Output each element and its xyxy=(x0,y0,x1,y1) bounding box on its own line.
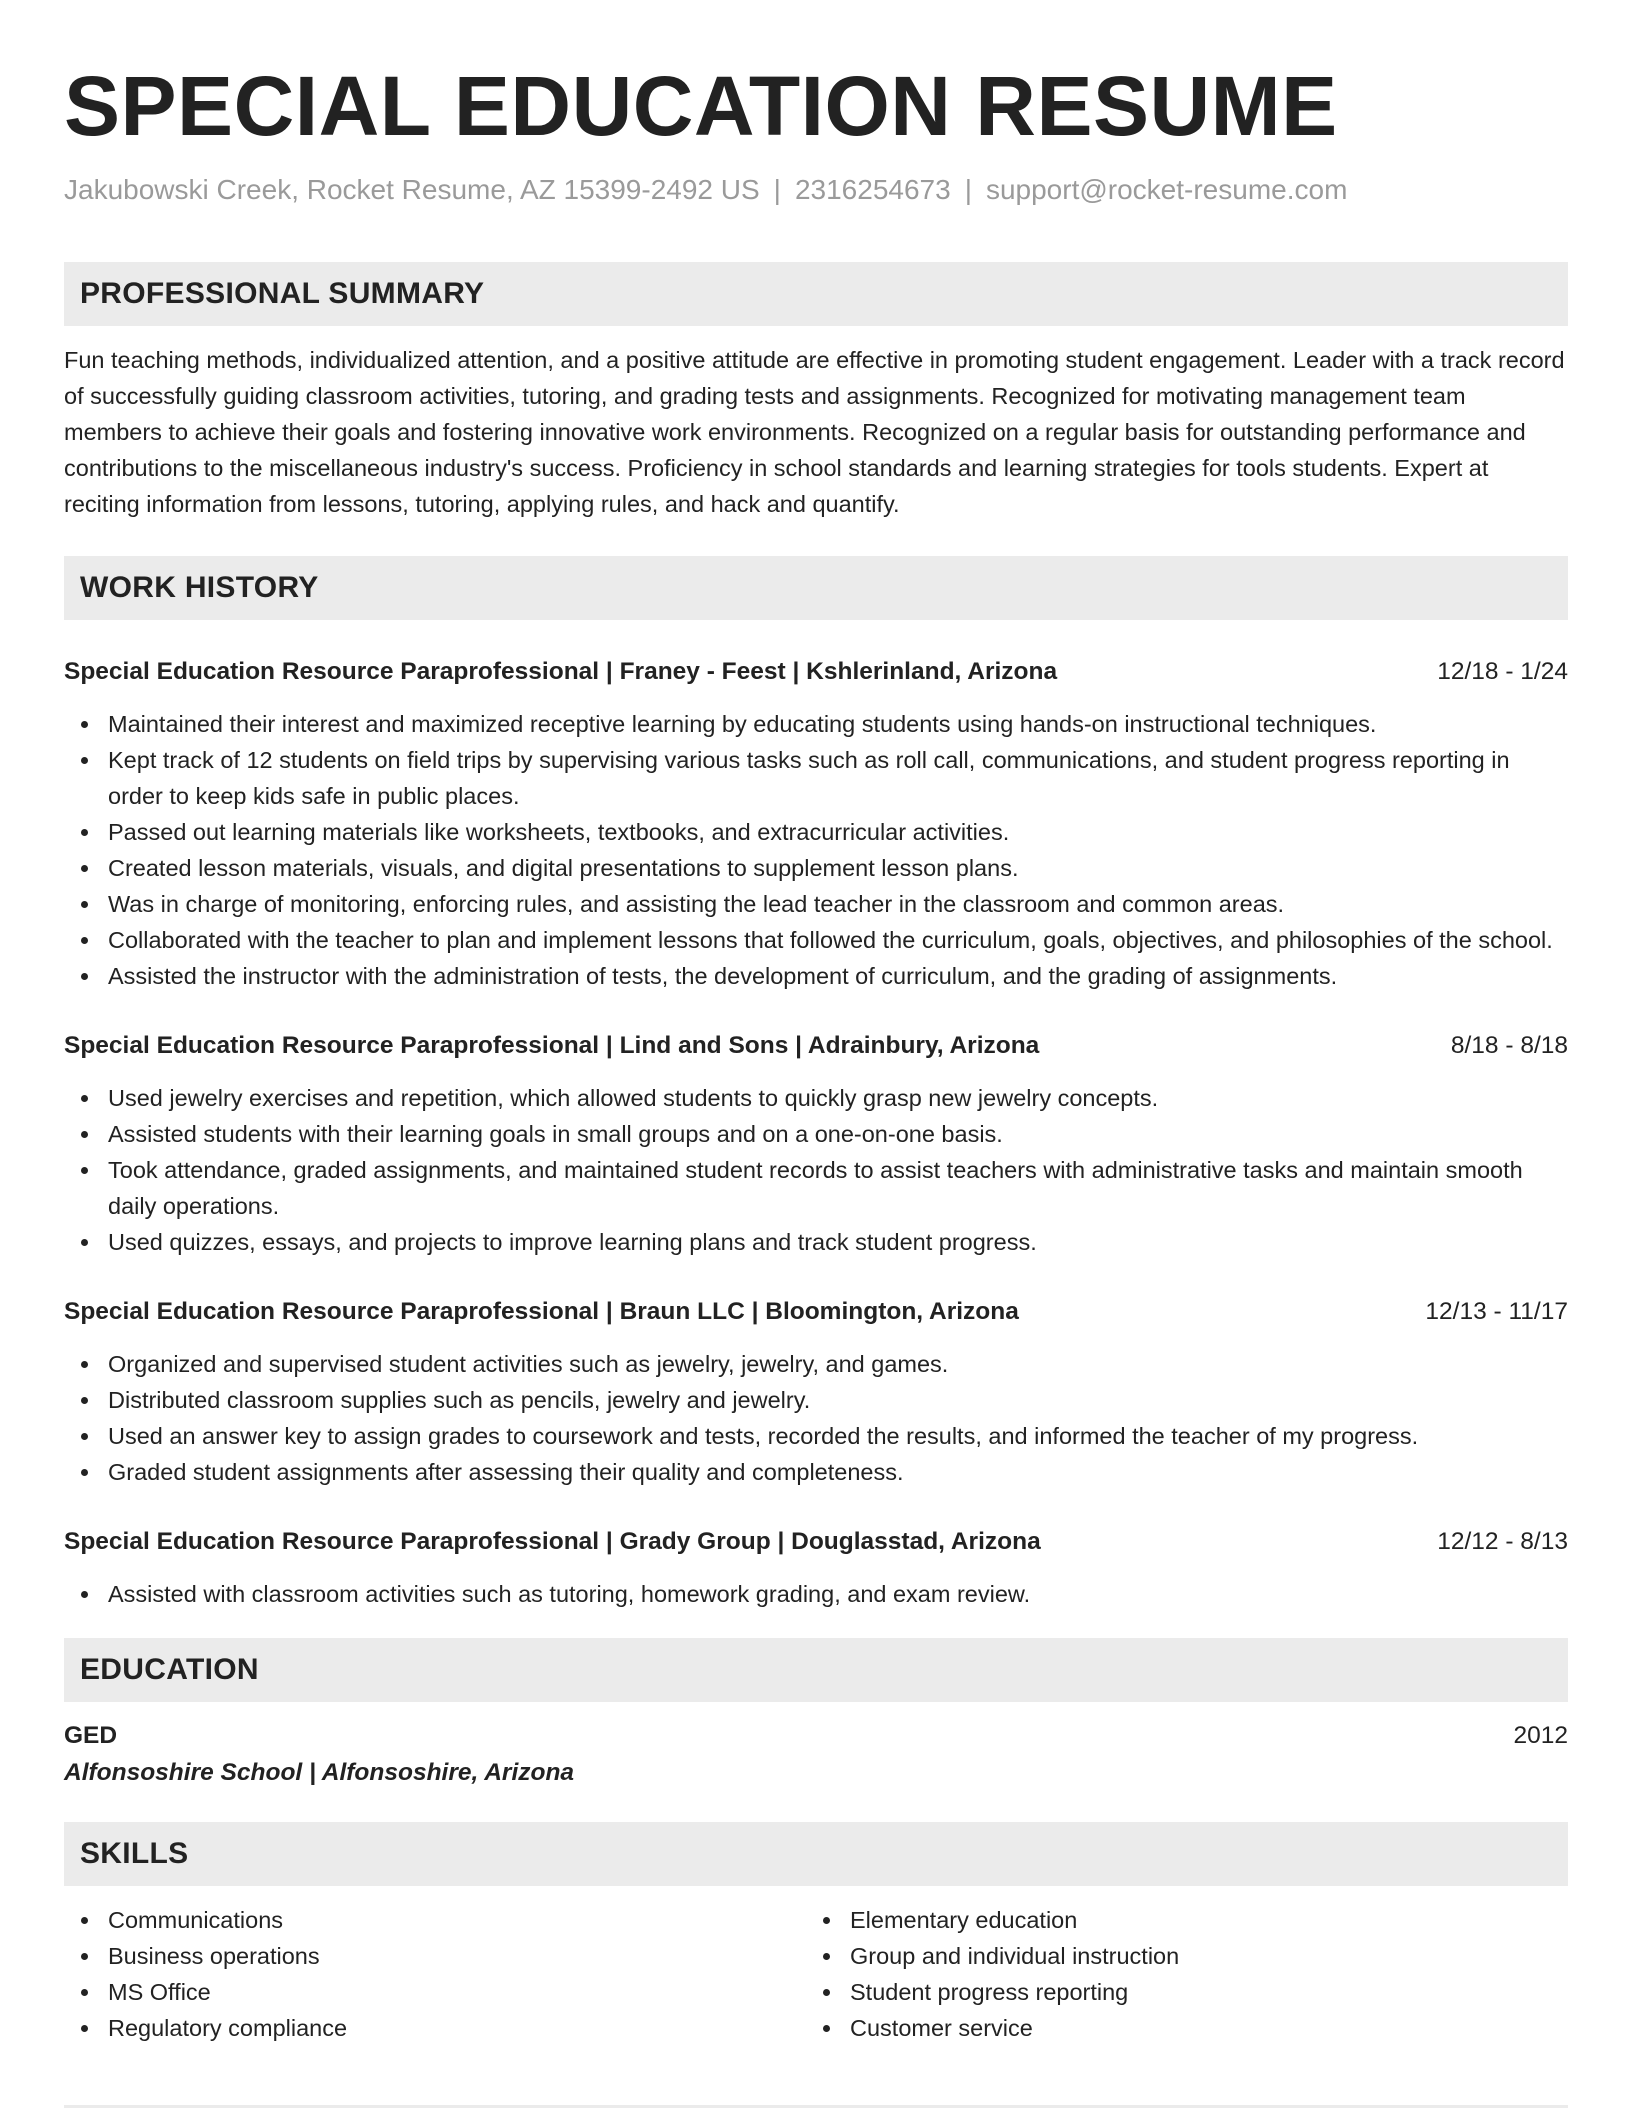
job-title: Special Education Resource Paraprofessional | Braun LLC | Bloomington, Arizona xyxy=(64,1298,1019,1325)
skills-column-right xyxy=(806,1902,1548,2046)
job-dates: 12/12 - 8/13 xyxy=(1437,1528,1568,1555)
section-heading-skills: SKILLS xyxy=(64,1822,1568,1886)
job-bullet: Assisted with classroom activities such as tutoring, homework grading, and exam review. xyxy=(64,1576,1568,1612)
job-header xyxy=(64,1294,1568,1330)
phone-text: 2316254673 xyxy=(794,174,951,205)
skill-item: Group and individual instruction xyxy=(806,1938,1548,1974)
job-bullet: Maintained their interest and maximized receptive learning by educating students using hands-on instructional techniques. xyxy=(64,706,1568,742)
skill-item: Student progress reporting xyxy=(806,1974,1548,2010)
skills-grid xyxy=(64,1902,1568,2046)
contact-line xyxy=(64,170,1568,210)
skill-item: Business operations xyxy=(64,1938,806,1974)
job-bullet: Collaborated with the teacher to plan and implement lessons that followed the curriculum, goals, objectives, and philosophies of the school. xyxy=(64,922,1568,958)
job-bullet-list xyxy=(64,1346,1568,1490)
skill-item: MS Office xyxy=(64,1974,806,2010)
job-bullet: Was in charge of monitoring, enforcing rules, and assisting the lead teacher in the classroom and common areas. xyxy=(64,886,1568,922)
job-header xyxy=(64,1028,1568,1064)
job-bullet-list xyxy=(64,1080,1568,1260)
job-header xyxy=(64,654,1568,690)
education-header xyxy=(64,1718,1568,1754)
job-bullet: Used an answer key to assign grades to coursework and tests, recorded the results, and informed the teacher of my progress. xyxy=(64,1418,1568,1454)
skill-item: Regulatory compliance xyxy=(64,2010,806,2046)
job-entry xyxy=(64,1028,1568,1260)
job-dates: 12/13 - 11/17 xyxy=(1425,1298,1568,1325)
job-bullet: Graded student assignments after assessing their quality and completeness. xyxy=(64,1454,1568,1490)
job-entry xyxy=(64,1524,1568,1612)
job-bullet: Organized and supervised student activities such as jewelry, jewelry, and games. xyxy=(64,1346,1568,1382)
skill-item: Communications xyxy=(64,1902,806,1938)
job-bullet: Took attendance, graded assignments, and maintained student records to assist teachers with administrative tasks and maintain smooth daily operations. xyxy=(64,1152,1568,1224)
section-heading-summary: PROFESSIONAL SUMMARY xyxy=(64,262,1568,326)
education-degree: GED xyxy=(64,1722,118,1749)
education-year: 2012 xyxy=(1513,1722,1568,1749)
section-heading-work-history: WORK HISTORY xyxy=(64,556,1568,620)
job-title: Special Education Resource Paraprofessional | Franey - Feest | Kshlerinland, Arizona xyxy=(64,658,1058,685)
skill-item: Elementary education xyxy=(806,1902,1548,1938)
skill-item: Customer service xyxy=(806,2010,1548,2046)
skills-column-left xyxy=(64,1902,806,2046)
job-bullet: Used quizzes, essays, and projects to improve learning plans and track student progress. xyxy=(64,1224,1568,1260)
contact-separator: | xyxy=(964,174,972,205)
job-bullet: Distributed classroom supplies such as pencils, jewelry and jewelry. xyxy=(64,1382,1568,1418)
job-title: Special Education Resource Paraprofessional | Grady Group | Douglasstad, Arizona xyxy=(64,1528,1041,1555)
job-bullet-list xyxy=(64,706,1568,994)
job-title: Special Education Resource Paraprofessional | Lind and Sons | Adrainbury, Arizona xyxy=(64,1032,1040,1059)
job-dates: 12/18 - 1/24 xyxy=(1437,658,1568,685)
job-entry xyxy=(64,1294,1568,1490)
section-heading-education: EDUCATION xyxy=(64,1638,1568,1702)
resume-title: SPECIAL EDUCATION RESUME xyxy=(64,59,1338,153)
bottom-divider xyxy=(64,2105,1568,2108)
job-bullet: Created lesson materials, visuals, and digital presentations to supplement lesson plans. xyxy=(64,850,1568,886)
job-bullet: Used jewelry exercises and repetition, which allowed students to quickly grasp new jewelry concepts. xyxy=(64,1080,1568,1116)
job-header xyxy=(64,1524,1568,1560)
job-bullet: Kept track of 12 students on field trips by supervising various tasks such as roll call, communications, and student progress reporting in order to keep kids safe in public places. xyxy=(64,742,1568,814)
job-bullet-list xyxy=(64,1576,1568,1612)
address-text: Jakubowski Creek, Rocket Resume, AZ 15399-2492 US xyxy=(64,174,760,205)
email-link[interactable]: support@rocket-resume.com xyxy=(985,174,1348,205)
education-school: Alfonsoshire School | Alfonsoshire, Arizona xyxy=(64,1759,575,1786)
summary-paragraph: Fun teaching methods, individualized attention, and a positive attitude are effective in promoting student engagement. Leader with a track record of successfully guiding classroom activities, tutoring, and grading tests and assignments. Recognized for motivating management team members to achieve their goals and fostering innovative work environments. Recognized on a regular basis for outstanding performance and contributions to the miscellaneous industry's success. Proficiency in school standards and learning strategies for tools students. Expert at reciting information from lessons, tutoring, applying rules, and hack and quantify. xyxy=(64,347,1565,517)
contact-separator: | xyxy=(773,174,781,205)
job-bullet: Passed out learning materials like worksheets, textbooks, and extracurricular activities. xyxy=(64,814,1568,850)
job-bullet: Assisted students with their learning goals in small groups and on a one-on-one basis. xyxy=(64,1116,1568,1152)
job-entry xyxy=(64,654,1568,994)
job-bullet: Assisted the instructor with the administration of tests, the development of curriculum, and the grading of assignments. xyxy=(64,958,1568,994)
job-dates: 8/18 - 8/18 xyxy=(1450,1032,1568,1059)
